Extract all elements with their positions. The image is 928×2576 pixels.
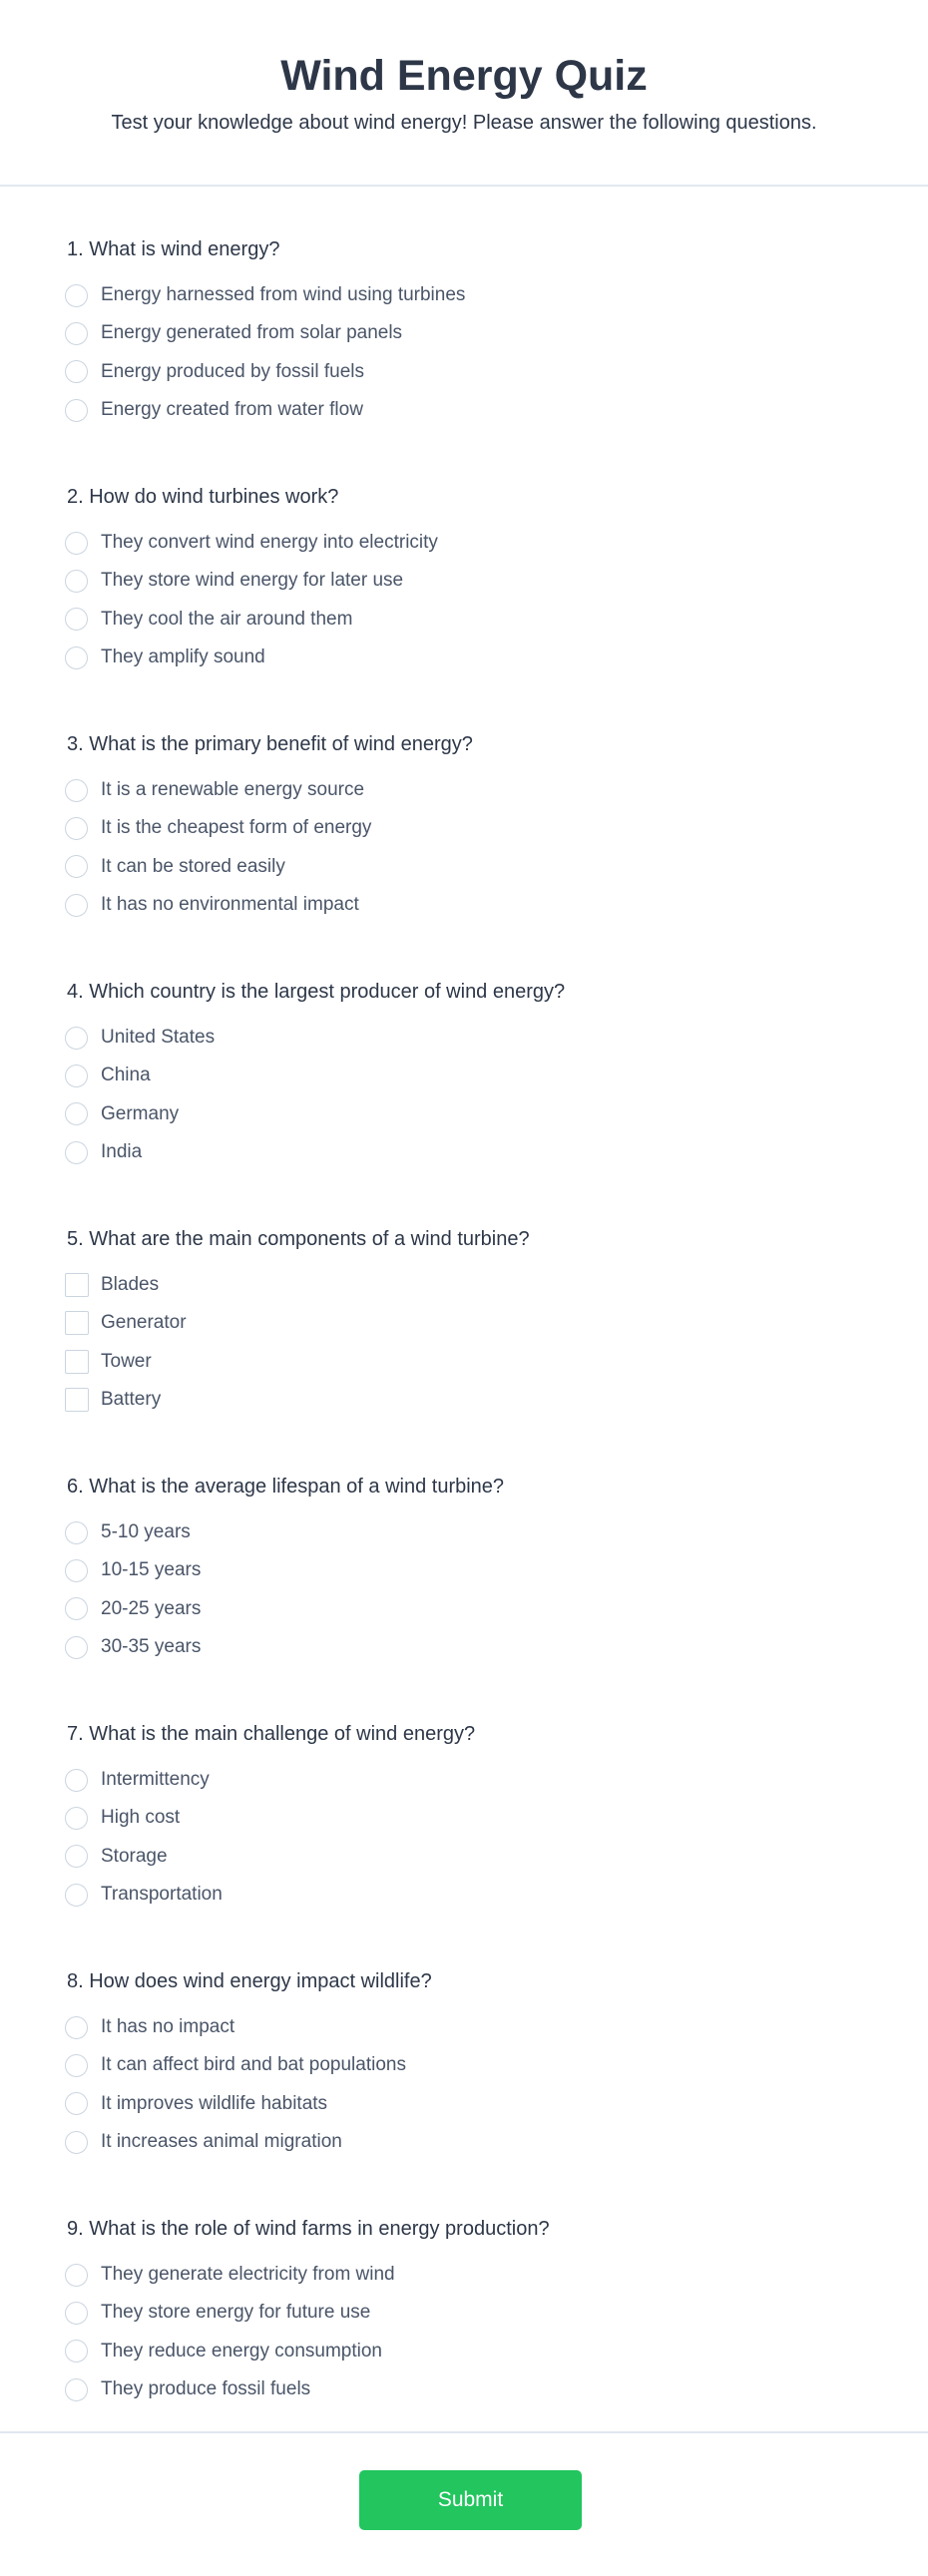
answer-option[interactable] (65, 314, 928, 352)
answer-option-label: 10-15 years (101, 1559, 202, 1581)
question-8 (65, 1968, 928, 2216)
answer-option-label: They amplify sound (101, 646, 265, 668)
answer-option-label: Storage (101, 1845, 168, 1867)
checkbox[interactable] (65, 1388, 89, 1412)
answer-option-label: United States (101, 1027, 216, 1049)
answer-option[interactable] (65, 1019, 928, 1057)
question-text: 7. What is the main challenge of wind energy? (67, 1723, 476, 1745)
answer-option-label: Energy generated from solar panels (101, 322, 403, 344)
form-footer (0, 2431, 928, 2576)
answer-option-label: It has no environmental impact (101, 894, 359, 916)
radio-button[interactable] (65, 2092, 88, 2115)
radio-button[interactable] (65, 1559, 88, 1582)
radio-button[interactable] (65, 360, 88, 383)
radio-button[interactable] (65, 2378, 88, 2401)
answer-option[interactable] (65, 391, 928, 429)
question-3 (65, 731, 928, 979)
radio-button[interactable] (65, 608, 88, 631)
answer-option-label: Germany (101, 1102, 180, 1124)
answer-option-label: China (101, 1065, 151, 1086)
radio-button[interactable] (65, 532, 88, 555)
question-1 (65, 236, 928, 484)
answer-option[interactable] (65, 639, 928, 676)
answer-option-label: Generator (101, 1312, 187, 1334)
radio-button[interactable] (65, 1769, 88, 1792)
answer-option-label: It has no impact (101, 2016, 235, 2038)
answer-option[interactable] (65, 2333, 928, 2370)
radio-button[interactable] (65, 2016, 88, 2039)
answer-option[interactable] (65, 2370, 928, 2408)
answer-option[interactable] (65, 601, 928, 639)
radio-button[interactable] (65, 570, 88, 593)
question-text: 4. Which country is the largest producer of wind energy? (67, 981, 566, 1003)
answer-option[interactable] (65, 1133, 928, 1171)
checkbox[interactable] (65, 1311, 89, 1335)
answer-option[interactable] (65, 1304, 928, 1342)
radio-button[interactable] (65, 399, 88, 422)
radio-button[interactable] (65, 1065, 88, 1087)
answer-option[interactable] (65, 2123, 928, 2161)
radio-button[interactable] (65, 894, 88, 917)
answer-option-label: They cool the air around them (101, 608, 353, 630)
answer-option[interactable] (65, 1628, 928, 1666)
question-4 (65, 979, 928, 1226)
question-7 (65, 1721, 928, 1968)
question-text: 9. What is the role of wind farms in energy production? (67, 2218, 550, 2240)
checkbox[interactable] (65, 1273, 89, 1297)
answer-option[interactable] (65, 524, 928, 562)
answer-option-label: Energy produced by fossil fuels (101, 360, 365, 382)
submit-button[interactable]: Submit (359, 2470, 582, 2530)
radio-button[interactable] (65, 322, 88, 345)
question-text: 3. What is the primary benefit of wind energy? (67, 733, 473, 755)
answer-option[interactable] (65, 353, 928, 391)
question-text: 6. What is the average lifespan of a wind turbine? (67, 1476, 505, 1498)
radio-button[interactable] (65, 1884, 88, 1907)
radio-button[interactable] (65, 779, 88, 802)
radio-button[interactable] (65, 2054, 88, 2077)
answer-option[interactable] (65, 2008, 928, 2046)
question-text: 8. How does wind energy impact wildlife? (67, 1970, 432, 1992)
answer-option[interactable] (65, 848, 928, 886)
answer-option-label: 30-35 years (101, 1636, 202, 1658)
answer-option-label: Battery (101, 1389, 162, 1411)
answer-option-label: It increases animal migration (101, 2131, 342, 2153)
radio-button[interactable] (65, 1027, 88, 1050)
answer-option[interactable] (65, 2085, 928, 2123)
answer-option-label: 5-10 years (101, 1521, 191, 1543)
answer-option[interactable] (65, 2294, 928, 2332)
answer-option-label: It improves wildlife habitats (101, 2092, 328, 2114)
answer-option-label: Energy harnessed from wind using turbines (101, 284, 466, 306)
answer-option[interactable] (65, 2256, 928, 2294)
answer-option[interactable] (65, 886, 928, 924)
question-text: 1. What is wind energy? (67, 238, 280, 260)
answer-option[interactable] (65, 1761, 928, 1799)
answer-option[interactable] (65, 1838, 928, 1876)
answer-option-label: India (101, 1141, 143, 1163)
question-2 (65, 484, 928, 731)
radio-button[interactable] (65, 1807, 88, 1830)
answer-option-label: Tower (101, 1350, 152, 1372)
answer-option[interactable] (65, 1057, 928, 1094)
radio-button[interactable] (65, 855, 88, 878)
radio-button[interactable] (65, 2340, 88, 2362)
answer-option[interactable] (65, 2046, 928, 2084)
answer-option[interactable] (65, 809, 928, 847)
radio-button[interactable] (65, 1141, 88, 1164)
answer-option[interactable] (65, 1095, 928, 1133)
radio-button[interactable] (65, 2131, 88, 2154)
answer-option-label: High cost (101, 1807, 181, 1829)
page-subtitle: Test your knowledge about wind energy! Please answer the following questions. (111, 112, 817, 134)
radio-button[interactable] (65, 1102, 88, 1125)
answer-option[interactable] (65, 1381, 928, 1419)
answer-option-label: They generate electricity from wind (101, 2264, 395, 2286)
answer-option[interactable] (65, 1876, 928, 1914)
answer-option[interactable] (65, 1799, 928, 1837)
answer-option[interactable] (65, 771, 928, 809)
page-title: Wind Energy Quiz (280, 52, 648, 100)
radio-button[interactable] (65, 1845, 88, 1868)
answer-option-label: They produce fossil fuels (101, 2378, 311, 2400)
question-6 (65, 1474, 928, 1721)
radio-button[interactable] (65, 284, 88, 307)
answer-option-label: Transportation (101, 1884, 223, 1906)
answer-option[interactable] (65, 1590, 928, 1628)
answer-option-label: They convert wind energy into electricity (101, 532, 438, 554)
radio-button[interactable] (65, 1521, 88, 1544)
answer-option[interactable] (65, 562, 928, 600)
radio-button[interactable] (65, 646, 88, 669)
answer-option[interactable] (65, 1343, 928, 1381)
radio-button[interactable] (65, 817, 88, 840)
answer-option-label: It is the cheapest form of energy (101, 817, 372, 839)
answer-option-label: It is a renewable energy source (101, 779, 365, 801)
answer-option-label: Intermittency (101, 1769, 210, 1791)
answer-option[interactable] (65, 276, 928, 314)
answer-option[interactable] (65, 1551, 928, 1589)
answer-option-label: Energy created from water flow (101, 399, 363, 421)
answer-option[interactable] (65, 1513, 928, 1551)
question-text: 2. How do wind turbines work? (67, 486, 339, 508)
answer-option-label: Blades (101, 1274, 160, 1296)
radio-button[interactable] (65, 1597, 88, 1620)
question-5 (65, 1226, 928, 1474)
answer-option-label: It can affect bird and bat populations (101, 2054, 406, 2076)
answer-option-label: They store energy for future use (101, 2302, 371, 2324)
radio-button[interactable] (65, 2302, 88, 2325)
checkbox[interactable] (65, 1350, 89, 1374)
answer-option-label: They store wind energy for later use (101, 570, 404, 592)
radio-button[interactable] (65, 1636, 88, 1659)
answer-option-label: 20-25 years (101, 1597, 202, 1619)
question-list (0, 187, 928, 2431)
radio-button[interactable] (65, 2264, 88, 2287)
answer-option-label: They reduce energy consumption (101, 2340, 382, 2361)
quiz-header (0, 0, 928, 187)
answer-option[interactable] (65, 1266, 928, 1304)
question-text: 5. What are the main components of a wind turbine? (67, 1228, 530, 1250)
question-9 (65, 2216, 928, 2463)
answer-option-label: It can be stored easily (101, 855, 285, 877)
